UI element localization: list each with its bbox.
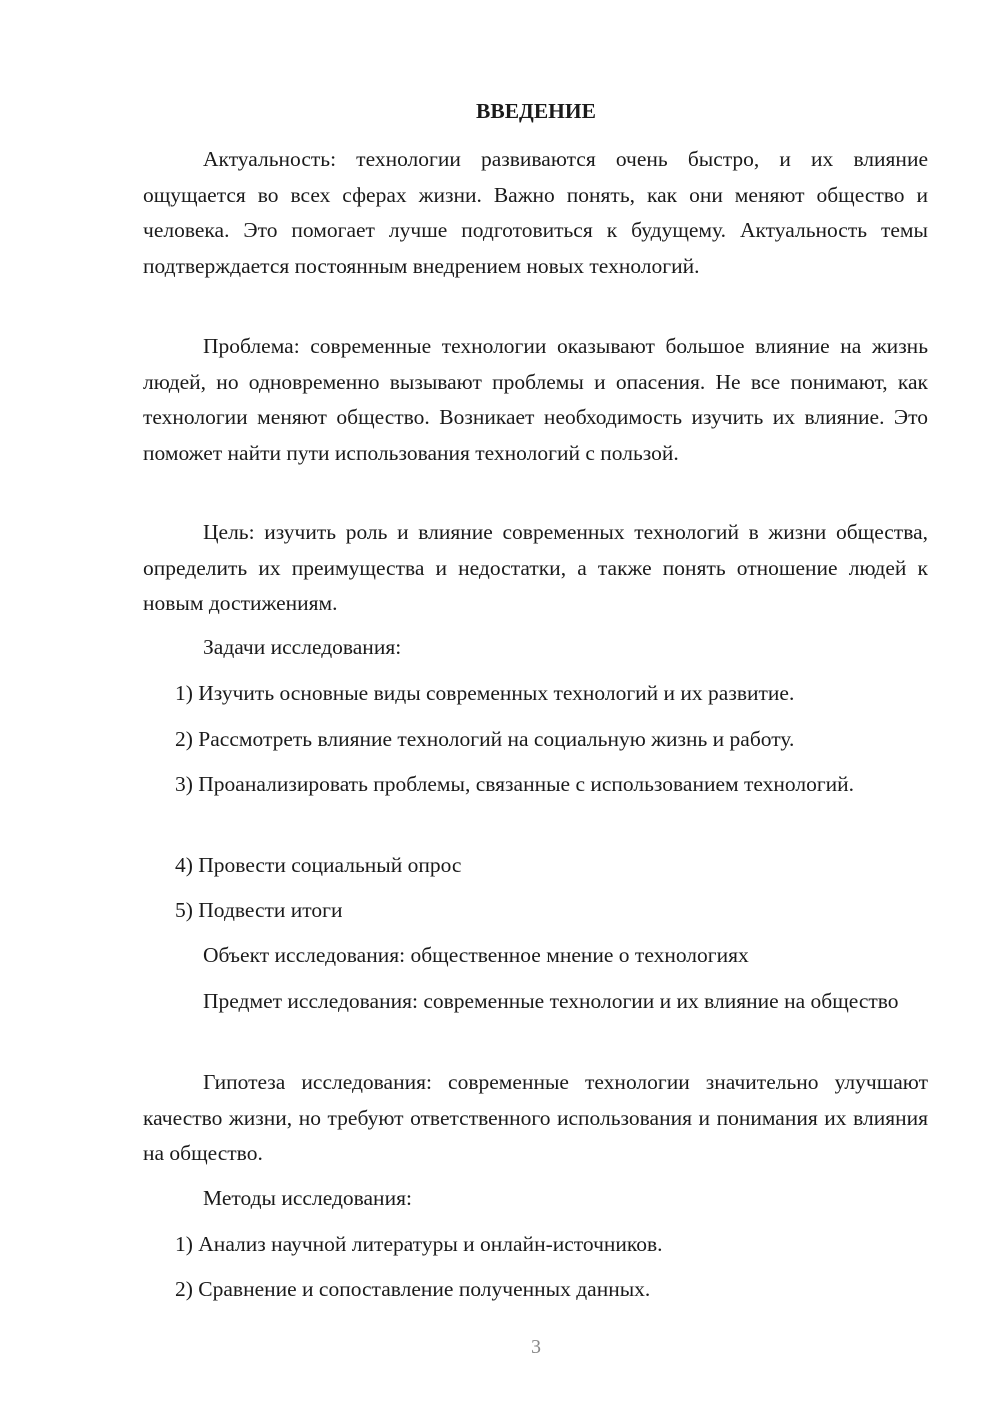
methods-heading: Методы исследования: [203, 1186, 412, 1210]
task-item-3: 3) Проанализировать проблемы, связанные с использованием технологий. [175, 772, 855, 796]
subject-paragraph: Предмет исследования: современные технологии и их влияние на общество [203, 989, 899, 1013]
task-item-4: 4) Провести социальный опрос [175, 853, 462, 877]
task-item-1: 1) Изучить основные виды современных технологий и их развитие. [175, 681, 795, 705]
goal-paragraph: Цель: изучить роль и влияние современных технологий в жизни общества, определить их преимущества и недостатки, а также понять отношение людей к новым достижениям. [143, 520, 928, 615]
task-item-5: 5) Подвести итоги [175, 898, 343, 922]
relevance-paragraph: Актуальность: технологии развиваются очень быстро, и их влияние ощущается во всех сферах жизни. Важно понять, как они меняют общество и человека. Это помогает лучше подготовиться к будущему. Актуальность темы подтверждается постоянным внедрением новых технологий. [143, 147, 928, 278]
task-item-2: 2) Рассмотреть влияние технологий на социальную жизнь и работу. [175, 727, 795, 751]
method-item-1: 1) Анализ научной литературы и онлайн-источников. [175, 1232, 663, 1256]
hypothesis-paragraph: Гипотеза исследования: современные технологии значительно улучшают качество жизни, но требуют ответственного использования и понимания их влияния на общество. [143, 1070, 928, 1165]
object-paragraph: Объект исследования: общественное мнение о технологиях [203, 943, 749, 967]
page-number: 3 [531, 1336, 541, 1358]
problem-paragraph: Проблема: современные технологии оказывают большое влияние на жизнь людей, но одновременно вызывают проблемы и опасения. Не все понимают, как технологии меняют общество. Возникает необходимость изучить их влияние. Это поможет найти пути использования технологий с пользой. [143, 334, 928, 465]
method-item-2: 2) Сравнение и сопоставление полученных данных. [175, 1277, 651, 1301]
tasks-heading: Задачи исследования: [203, 635, 402, 659]
section-heading: ВВЕДЕНИЕ [476, 99, 596, 123]
